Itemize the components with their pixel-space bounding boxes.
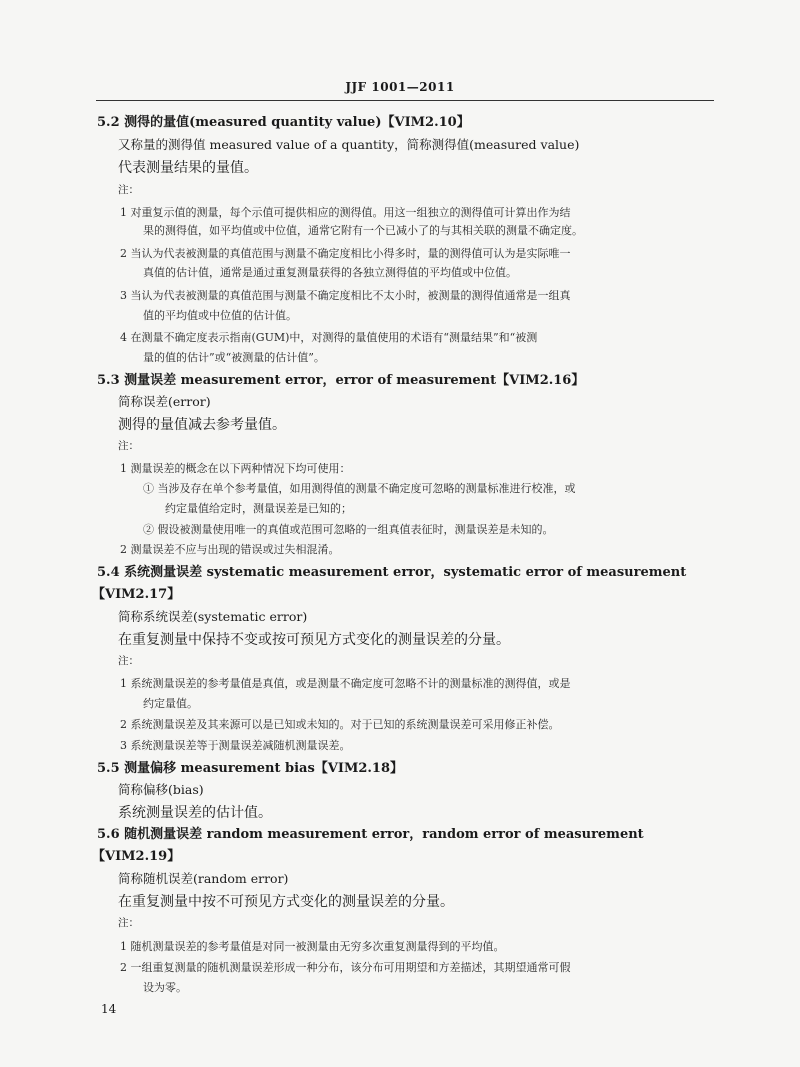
section-heading: 5.5 测量偏移 measurement bias【VIM2.18】 — [97, 761, 404, 776]
note-line: 3 当认为代表被测量的真值范围与测量不确定度相比不太小时，被测量的测得值通常是一组真 — [120, 289, 571, 302]
alias-line: 简称系统误差(systematic error) — [118, 609, 308, 624]
alias-line: 简称随机误差(random error) — [118, 871, 289, 886]
page-number: 14 — [101, 1002, 117, 1016]
note-line: 1 测量误差的概念在以下两种情况下均可使用： — [120, 462, 351, 475]
definition-text: 系统测量误差的估计值。 — [118, 805, 272, 821]
definition-text: 在重复测量中按不可预见方式变化的测量误差的分量。 — [118, 894, 454, 910]
note-label: 注： — [118, 440, 139, 452]
note-line: 4 在测量不确定度表示指南(GUM)中，对测得的量值使用的术语有“测量结果”和“被测 — [120, 331, 538, 344]
note-line: 设为零。 — [143, 981, 187, 994]
note-line: 果的测得值，如平均值或中位值，通常它附有一个已减小了的与其相关联的测量不确定度。 — [143, 224, 583, 237]
note-line: 量的值的估计”或“被测量的估计值”。 — [143, 351, 325, 364]
section-heading: 5.6 随机测量误差 random measurement error，random error of measurement — [97, 827, 644, 842]
note-line: ① 当涉及存在单个参考量值，如用测得值的测量不确定度可忽略的测量标准进行校准，或 — [143, 482, 576, 495]
note-line: 真值的估计值，通常是通过重复测量获得的各独立测得值的平均值或中位值。 — [143, 266, 517, 279]
definition-text: 代表测量结果的量值。 — [118, 160, 258, 176]
header-rule — [96, 100, 714, 101]
note-line: 3 系统测量误差等于测量误差减随机测量误差。 — [120, 739, 351, 752]
note-label: 注： — [118, 917, 139, 929]
note-line: 1 随机测量误差的参考量值是对同一被测量由无穷多次重复测量得到的平均值。 — [120, 940, 505, 953]
section-heading: 5.2 测得的量值(measured quantity value)【VIM2.10】 — [97, 115, 470, 130]
note-line: 2 系统测量误差及其来源可以是已知或未知的。对于已知的系统测量误差可采用修正补偿。 — [120, 718, 560, 731]
note-label: 注： — [118, 184, 139, 196]
alias-line: 简称偏移(bias) — [118, 782, 204, 797]
note-line: 约定量值。 — [143, 697, 198, 710]
definition-text: 在重复测量中保持不变或按可预见方式变化的测量误差的分量。 — [118, 632, 510, 648]
note-label: 注： — [118, 655, 139, 667]
alias-line: 又称量的测得值 measured value of a quantity，简称测得值(measured value) — [118, 137, 580, 152]
note-line: 值的平均值或中位值的估计值。 — [143, 309, 297, 322]
note-line: 2 一组重复测量的随机测量误差形成一种分布，该分布可用期望和方差描述，其期望通常可假 — [120, 961, 571, 974]
alias-line: 简称误差(error) — [118, 394, 211, 409]
section-heading: 【VIM2.17】 — [92, 587, 181, 602]
section-heading: 【VIM2.19】 — [92, 849, 181, 864]
section-heading: 5.4 系统测量误差 systematic measurement error，systematic error of measurement — [97, 565, 687, 580]
note-line: 2 当认为代表被测量的真值范围与测量不确定度相比小得多时，量的测得值可认为是实际唯一 — [120, 247, 571, 260]
note-line: 1 系统测量误差的参考量值是真值，或是测量不确定度可忽略不计的测量标准的测得值，或是 — [120, 677, 571, 690]
note-line: 约定量值给定时，测量误差是已知的； — [165, 502, 352, 515]
section-heading: 5.3 测量误差 measurement error，error of measurement【VIM2.16】 — [97, 373, 585, 388]
running-header: JJF 1001—2011 — [345, 80, 455, 94]
definition-text: 测得的量值减去参考量值。 — [118, 417, 286, 433]
note-line: ② 假设被测量使用唯一的真值或范围可忽略的一组真值表征时，测量误差是未知的。 — [143, 523, 554, 536]
note-line: 1 对重复示值的测量，每个示值可提供相应的测得值。用这一组独立的测得值可计算出作为结 — [120, 206, 571, 219]
note-line: 2 测量误差不应与出现的错误或过失相混淆。 — [120, 543, 340, 556]
